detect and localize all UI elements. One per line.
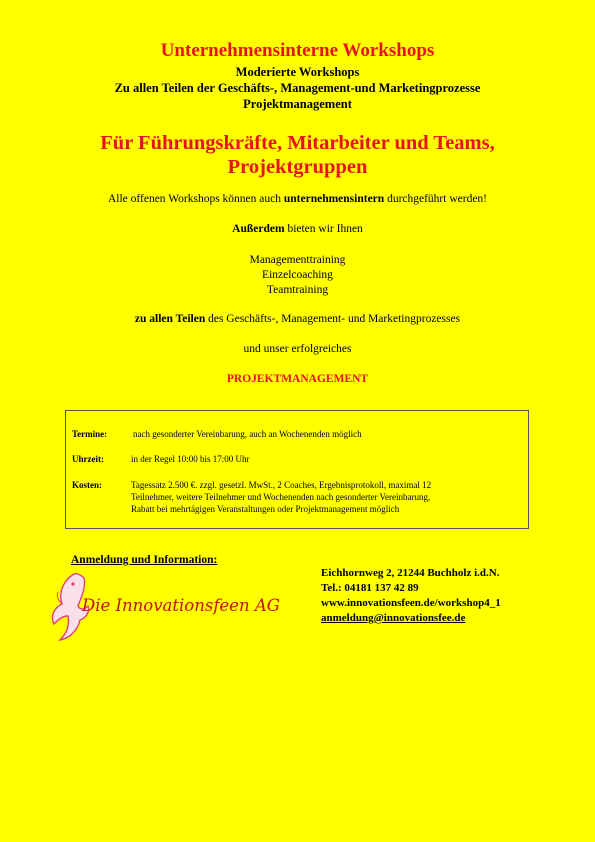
registration-heading: Anmeldung und Information: — [71, 554, 218, 566]
list-item: Teamtraining — [266, 284, 329, 296]
heading-line: Projektgruppen — [227, 156, 368, 178]
highlight-text: PROJEKTMANAGEMENT — [226, 373, 369, 385]
kosten-label: Kosten: — [72, 480, 102, 490]
offer-paragraph: Außerdem bieten wir Ihnen — [232, 223, 363, 235]
uhrzeit-value: in der Regel 10:00 bis 17:00 Uhr — [131, 454, 250, 464]
details-box — [65, 410, 529, 529]
email-link[interactable]: anmeldung@innovationsfee.de — [321, 612, 466, 624]
phone: Tel.: 04181 137 42 89 — [321, 582, 419, 594]
offer-list — [0, 253, 595, 298]
process-paragraph: zu allen Teilen des Geschäfts-, Management- und Marketingprozesses — [134, 313, 461, 325]
termine-label: Termine: — [72, 429, 108, 439]
subtitle — [0, 64, 595, 112]
subtitle-line: Zu allen Teilen der Geschäfts-, Management-und Marketingprozesse — [114, 81, 481, 95]
subtitle-line: Moderierte Workshops — [235, 65, 360, 79]
uhrzeit-label: Uhrzeit: — [72, 454, 104, 464]
list-item: Managementtraining — [249, 254, 346, 266]
kosten-value: Tagessatz 2.500 €. zzgl. gesetzl. MwSt., 2 Coaches, Ergebnisprotokoll, maximal 12 Teilnehmer, weitere Teilnehmer und Wochenenden nach gesonderter Vereinbarung, Rabatt bei mehrtägigen Veranstaltungen oder Projektmanagement möglich — [131, 480, 432, 514]
list-item: Einzelcoaching — [262, 269, 333, 281]
termine-value: nach gesonderter Vereinbarung, auch an Wochenenden möglich — [133, 429, 362, 439]
address: Eichhornweg 2, 21244 Buchholz i.d.N. — [321, 567, 500, 579]
intro-paragraph: Alle offenen Workshops können auch unternehmensintern durchgeführt werden! — [107, 193, 488, 205]
website-link[interactable]: www.innovationsfeen.de/workshop4_1 — [321, 597, 501, 609]
heading-line: Für Führungskräfte, Mitarbeiter und Teams, — [100, 132, 495, 154]
contact-info — [321, 566, 501, 626]
company-logo-text: Die Innovationsfeen AG — [82, 596, 280, 615]
page-title: Unternehmensinterne Workshops — [160, 40, 435, 61]
subtitle-line: Projektmanagement — [243, 97, 352, 111]
target-audience-heading — [0, 131, 595, 179]
closing-paragraph: und unser erfolgreiches — [243, 343, 352, 355]
